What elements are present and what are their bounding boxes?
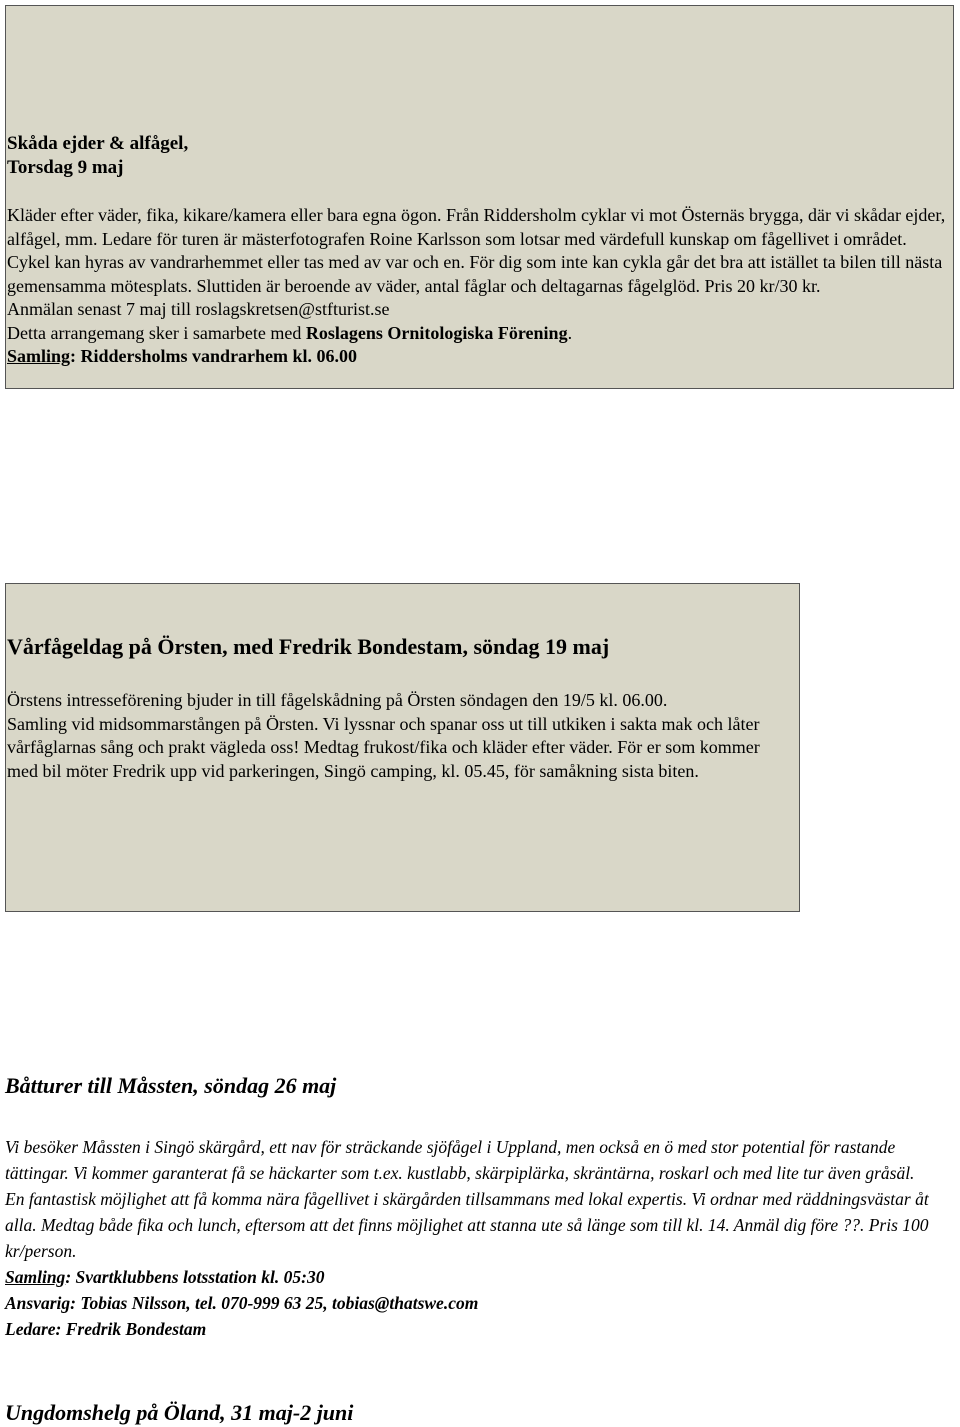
event1-title <box>7 132 188 180</box>
event3-body1: Vi besöker Måssten i Singö skärgård, ett nav för sträckande sjöfågel i Uppland, men också en ö med stor potential för rastande tättingar. Vi kommer garanterat få se häckarter som t.ex. kustlabb, skärpiplärka, skräntärna, roskarl och med lite tur även gråsäl. <box>5 1137 915 1183</box>
event3-body <box>5 1134 955 1342</box>
event1-meeting <box>7 345 951 369</box>
event3-meeting <box>5 1264 955 1290</box>
event1-body <box>7 204 951 369</box>
event1-cooperation <box>7 322 951 346</box>
meeting-text: : Riddersholms vandrarhem kl. 06.00 <box>70 346 358 366</box>
event2-body-rest: Samling vid midsommarstången på Örsten. Vi lyssnar och spanar oss ut till utkiken i sakta mak och låter vårfåglarnas sång och prakt vägleda oss! Medtag frukost/fika och kläder efter väder. För er som kommer med bil möter Fredrik upp vid parkeringen, Singö camping, kl. 05.45, för samåkning sista biten. <box>7 713 760 781</box>
event3-responsible: Ansvarig: Tobias Nilsson, tel. 070-999 63 25, tobias@thatswe.com <box>5 1293 479 1313</box>
event1-signup: Anmälan senast 7 maj till roslagskretsen@stfturist.se <box>7 299 390 319</box>
event2-body-line1: Örstens intresseförening bjuder in till fågelskådning på Örsten söndagen den 19/5 kl. 06.00. <box>7 690 668 710</box>
event2-title: Vårfågeldag på Örsten, med Fredrik Bondestam, söndag 19 maj <box>7 634 610 659</box>
event1-date: Torsdag 9 maj <box>7 157 124 178</box>
event1-title-line1: Skåda ejder & alfågel, <box>7 133 189 154</box>
cooperation-suffix: . <box>567 322 573 343</box>
cooperation-prefix: Detta arrangemang sker i samarbete med <box>7 322 306 343</box>
event1-description: Kläder efter väder, fika, kikare/kamera eller bara egna ögon. Från Riddersholm cyklar vi mot Östernäs brygga, där vi skådar ejder, alfågel, mm. Ledare för turen är mästerfotografen Roine Karlsson som lotsar med värdefull kunskap om fågellivet i området. Cykel kan hyras av vandrarhemmet eller tas med av var och en. För dig som inte kan cykla går det bra att istället ta bilen till nästa gemensamma mötesplats. Sluttiden är beroende av väder, antal fåglar och deltagarnas fågelglöd. Pris 20 kr/30 kr. <box>7 205 946 296</box>
meeting-label: Samling <box>5 1267 66 1287</box>
event3-leader: Ledare: Fredrik Bondestam <box>5 1319 207 1339</box>
meeting-text: : Svartklubbens lotsstation kl. 05:30 <box>65 1267 325 1287</box>
cooperation-org: Roslagens Ornitologiska Förening <box>305 322 568 343</box>
meeting-label: Samling <box>7 346 71 366</box>
event4-title: Ungdomshelg på Öland, 31 maj-2 juni <box>5 1400 354 1425</box>
event3-body2: En fantastisk möjlighet att få komma nära fågellivet i skärgården tillsammans med lokal expertis. Vi ordnar med räddningsvästar åt alla. Medtag både fika och lunch, eftersom att det finns möjlighet att stanna ute så länge som till kl. 14. Anmäl dig före ??. Pris 100 kr/person. <box>5 1189 929 1261</box>
event2-body <box>7 689 792 783</box>
event3-title: Båtturer till Måssten, söndag 26 maj <box>5 1073 337 1098</box>
